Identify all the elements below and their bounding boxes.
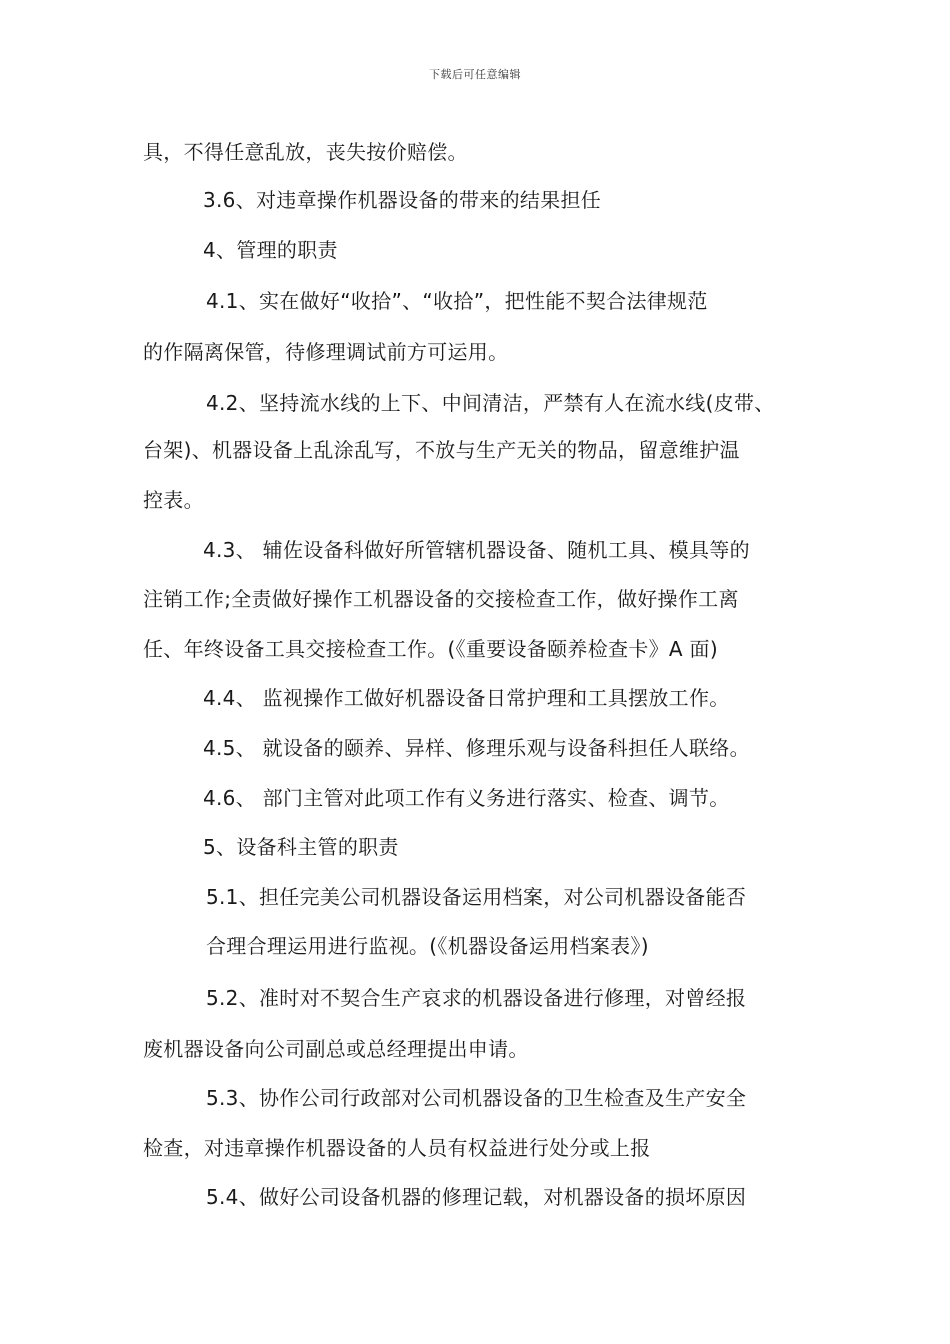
text-line: 废机器设备向公司副总或总经理提出申请。 [143,1037,529,1061]
text-line: 4.5、 就设备的颐养、异样、修理乐观与设备科担任人联络。 [203,736,750,760]
text-line: 5、设备科主管的职责 [203,835,399,859]
text-line: 4.3、 辅佐设备科做好所管辖机器设备、随机工具、模具等的 [203,538,750,562]
text-line: 5.2、准时对不契合生产哀求的机器设备进行修理，对曾经报 [206,986,747,1010]
text-line: 4.1、实在做好“收拾”、“收拾”，把性能不契合法律规范 [206,289,708,313]
text-line: 4、管理的职责 [203,238,338,262]
text-line: 4.2、坚持流水线的上下、中间清洁，严禁有人在流水线(皮带、 [206,391,775,415]
text-line: 具，不得任意乱放，丧失按价赔偿。 [143,140,468,164]
text-line: 台架)、机器设备上乱涂乱写，不放与生产无关的物品，留意维护温 [143,438,740,462]
text-line: 合理合理运用进行监视。(《机器设备运用档案表》) [206,934,649,958]
text-line: 的作隔离保管，待修理调试前方可运用。 [143,340,509,364]
text-line: 3.6、对违章操作机器设备的带来的结果担任 [203,188,602,212]
text-line: 5.4、做好公司设备机器的修理记载，对机器设备的损坏原因 [206,1185,747,1209]
text-line: 控表。 [143,488,204,512]
text-line: 5.1、担任完美公司机器设备运用档案，对公司机器设备能否 [206,885,747,909]
text-line: 任、年终设备工具交接检查工作。(《重要设备颐养检查卡》A 面) [143,637,718,661]
text-line: 注销工作;全责做好操作工机器设备的交接检查工作，做好操作工离 [143,587,739,611]
text-line: 5.3、协作公司行政部对公司机器设备的卫生检查及生产安全 [206,1086,747,1110]
text-line: 4.4、 监视操作工做好机器设备日常护理和工具摆放工作。 [203,686,730,710]
text-line: 4.6、 部门主管对此项工作有义务进行落实、检查、调节。 [203,786,730,810]
page-header: 下载后可任意编辑 [429,68,521,81]
text-line: 检查，对违章操作机器设备的人员有权益进行处分或上报 [143,1136,651,1160]
